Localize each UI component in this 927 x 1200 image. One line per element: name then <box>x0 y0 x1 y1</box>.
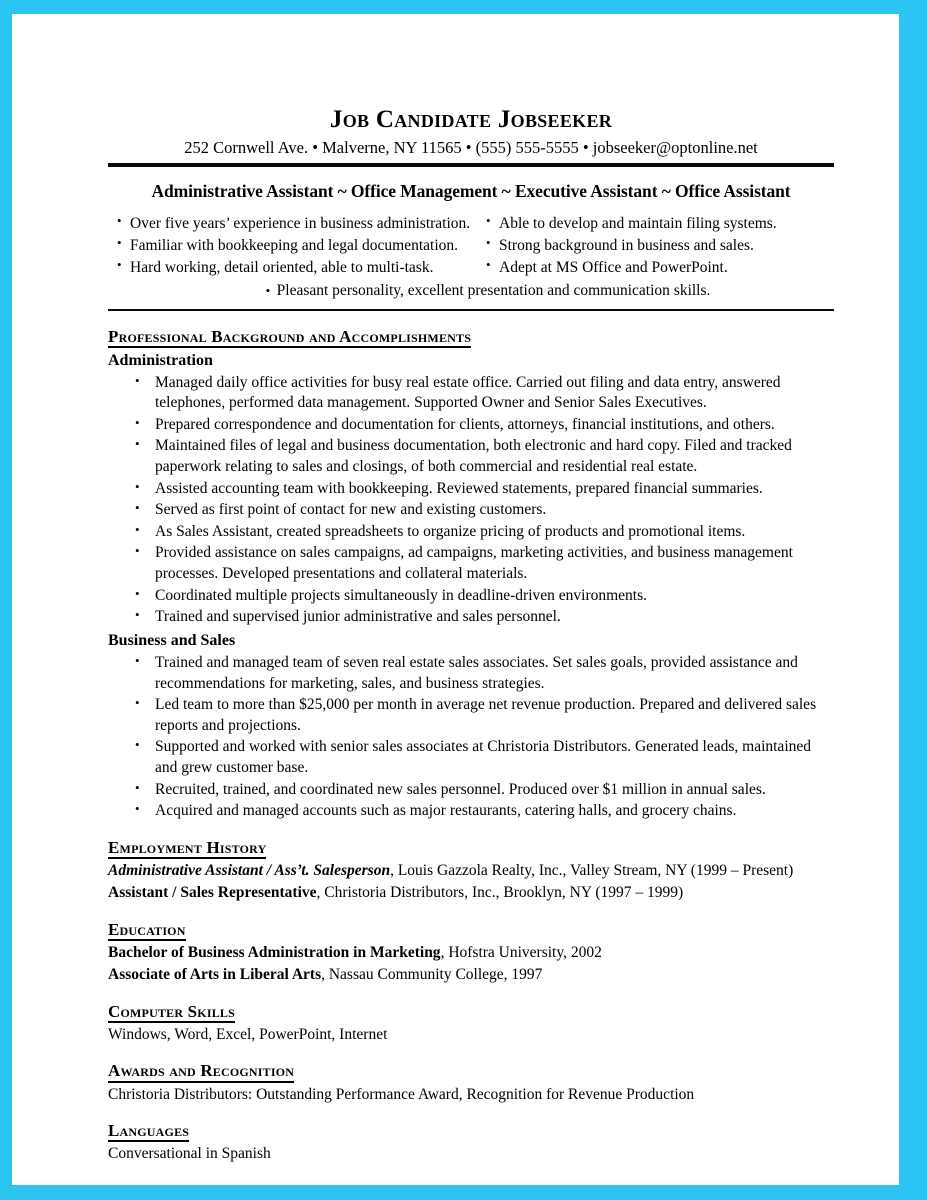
section-awards-and-recognition <box>108 1061 834 1105</box>
employment-job-title: Administrative Assistant / Ass’t. Salesperson <box>108 861 391 879</box>
section-heading: Awards and Recognition <box>108 1061 294 1082</box>
bullet-item: • Acquired and managed accounts such as major restaurants, catering halls, and grocery chains. <box>108 801 834 822</box>
resume-page <box>12 14 899 1185</box>
subsection-heading-business-and-sales: Business and Sales <box>108 631 236 649</box>
qualifications-summary <box>108 213 834 279</box>
bullet-item: • Provided assistance on sales campaigns, ad campaigns, marketing activities, and business management processes. Developed presentations and collateral materials. <box>108 543 834 584</box>
administration-bullet-list <box>108 373 834 628</box>
bullet-item: • Recruited, trained, and coordinated new sales personnel. Produced over $1 million in annual sales. <box>108 780 834 801</box>
candidate-name: Job Candidate Jobseeker <box>329 106 613 133</box>
education-degree: Bachelor of Business Administration in Marketing <box>108 943 441 961</box>
section-heading: Education <box>108 920 186 941</box>
header-divider-thick <box>108 163 834 167</box>
bullet-item: • Assisted accounting team with bookkeeping. Reviewed statements, prepared financial summaries. <box>108 479 834 500</box>
computer-skills-text: Windows, Word, Excel, PowerPoint, Internet <box>108 1025 388 1043</box>
summary-item: • Strong background in business and sales. <box>485 235 834 257</box>
employment-job-detail: , Louis Gazzola Realty, Inc., Valley Stream, NY (1999 – Present) <box>390 861 794 879</box>
education-entry <box>108 943 834 964</box>
subsection-heading-administration: Administration <box>108 351 213 369</box>
summary-item: • Able to develop and maintain filing systems. <box>485 213 834 235</box>
target-titles-headline: Administrative Assistant ~ Office Management ~ Executive Assistant ~ Office Assistant <box>151 180 791 201</box>
section-professional-background <box>108 327 834 822</box>
candidate-contact-line: 252 Cornwell Ave. • Malverne, NY 11565 • (555) 555-5555 • jobseeker@optonline.net <box>184 137 758 157</box>
summary-item: • Adept at MS Office and PowerPoint. <box>485 257 834 279</box>
section-heading: Languages <box>108 1121 189 1142</box>
section-education <box>108 920 834 986</box>
bullet-item: • Coordinated multiple projects simultaneously in deadline-driven environments. <box>108 586 834 607</box>
section-languages <box>108 1121 834 1165</box>
summary-divider-thin <box>108 309 834 311</box>
bullet-item: • Supported and worked with senior sales associates at Christoria Distributors. Generated leads, maintained and grew customer base. <box>108 737 834 778</box>
employment-job-detail: , Christoria Distributors, Inc., Brooklyn, NY (1997 – 1999) <box>316 883 684 901</box>
summary-column-right <box>471 213 834 279</box>
education-degree: Associate of Arts in Liberal Arts <box>108 965 322 983</box>
section-employment-history <box>108 838 834 904</box>
bullet-item: • Managed daily office activities for busy real estate office. Carried out filing and data entry, answered telephones, performed data management. Supported Owner and Senior Sales Executives. <box>108 373 834 414</box>
business-sales-bullet-list <box>108 653 834 822</box>
summary-item: • Hard working, detail oriented, able to multi-task. <box>116 257 471 279</box>
section-heading: Computer Skills <box>108 1002 235 1023</box>
summary-item-centered: • Pleasant personality, excellent presentation and communication skills. <box>108 280 834 302</box>
bullet-item: • As Sales Assistant, created spreadsheets to organize pricing of products and promotional items. <box>108 522 834 543</box>
education-detail: , Hofstra University, 2002 <box>440 943 602 961</box>
summary-column-left <box>108 213 471 279</box>
resume-header <box>108 106 834 167</box>
resume-content <box>108 106 834 1165</box>
section-computer-skills <box>108 1002 834 1046</box>
employment-entry <box>108 861 834 882</box>
bullet-item: • Trained and managed team of seven real estate sales associates. Set sales goals, provided assistance and recommendations for marketing, sales, and business strategies. <box>108 653 834 694</box>
bullet-item: • Served as first point of contact for new and existing customers. <box>108 500 834 521</box>
bullet-item: • Trained and supervised junior administrative and sales personnel. <box>108 607 834 628</box>
awards-text: Christoria Distributors: Outstanding Performance Award, Recognition for Revenue Production <box>108 1085 695 1103</box>
summary-item: • Familiar with bookkeeping and legal documentation. <box>116 235 471 257</box>
bullet-item: • Prepared correspondence and documentation for clients, attorneys, financial institutions, and others. <box>108 415 834 436</box>
languages-text: Conversational in Spanish <box>108 1145 271 1163</box>
education-detail: , Nassau Community College, 1997 <box>321 965 543 983</box>
summary-item: • Over five years’ experience in business administration. <box>116 213 471 235</box>
education-entry <box>108 965 834 986</box>
employment-entry <box>108 883 834 904</box>
section-heading: Employment History <box>108 838 266 859</box>
section-heading: Professional Background and Accomplishments <box>108 327 471 348</box>
bullet-item: • Led team to more than $25,000 per month in average net revenue production. Prepared and delivered sales reports and projections. <box>108 695 834 736</box>
employment-job-title: Assistant / Sales Representative <box>108 883 317 901</box>
bullet-item: • Maintained files of legal and business documentation, both electronic and hard copy. Filed and tracked paperwork relating to sales and closings, of both commercial and residential real estate. <box>108 436 834 477</box>
